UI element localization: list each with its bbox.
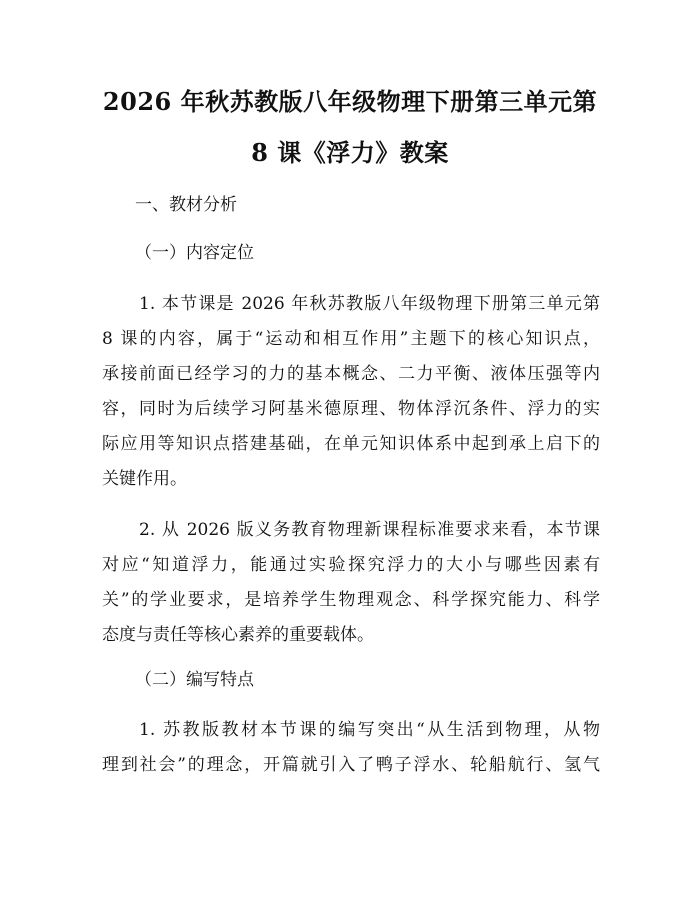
- paragraph-line: 承接前面已经学习的力的基本概念、二力平衡、液体压强等内: [102, 364, 600, 384]
- paragraph-line: 际应用等知识点搭建基础，在单元知识体系中起到承上启下的: [102, 434, 600, 454]
- paragraph-line: 1. 本节课是 2026 年秋苏教版八年级物理下册第三单元第: [139, 294, 600, 314]
- paragraph-line: 容，同时为后续学习阿基米德原理、物体浮沉条件、浮力的实: [102, 399, 600, 419]
- paragraph-line: 2. 从 2026 版义务教育物理新课程标准要求来看，本节课: [139, 520, 600, 540]
- paragraph-line: 态度与责任等核心素养的重要载体。: [102, 625, 374, 645]
- subsection-heading: （一）内容定位: [135, 243, 254, 263]
- document-title-line-1: 2026 年秋苏教版八年级物理下册第三单元第: [102, 87, 598, 116]
- section-heading: 一、教材分析: [135, 195, 237, 215]
- paragraph-line: 对应“知道浮力，能通过实验探究浮力的大小与哪些因素有: [102, 555, 600, 575]
- document-title-line-2: 8 课《浮力》教案: [251, 138, 449, 167]
- subsection-heading: （二）编写特点: [135, 670, 254, 690]
- paragraph-line: 8 课的内容，属于“运动和相互作用”主题下的核心知识点，: [102, 329, 600, 349]
- paragraph-line: 关”的学业要求，是培养学生物理观念、科学探究能力、科学: [102, 590, 600, 610]
- paragraph-line: 关键作用。: [102, 469, 187, 489]
- paragraph-line: 1. 苏教版教材本节课的编写突出“从生活到物理，从物: [139, 720, 600, 740]
- paragraph-line: 理到社会”的理念，开篇就引入了鸭子浮水、轮船航行、氢气: [102, 755, 600, 775]
